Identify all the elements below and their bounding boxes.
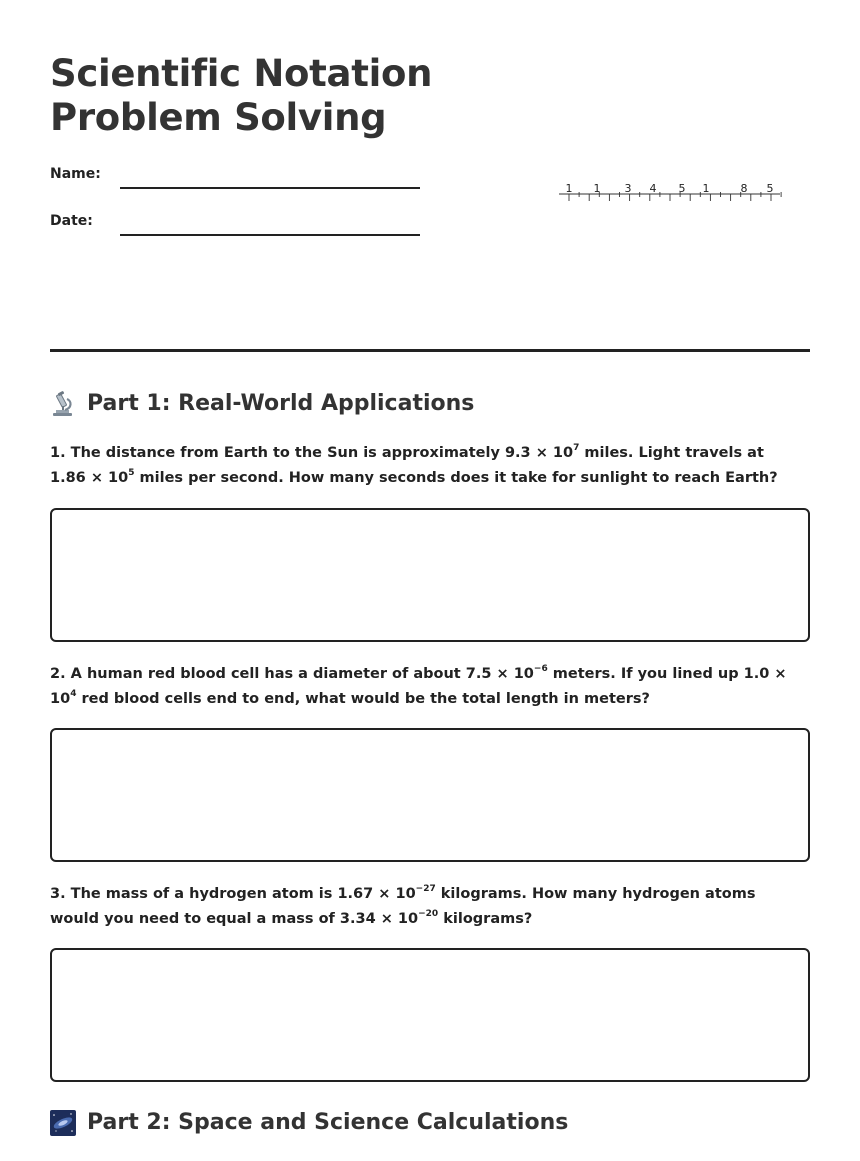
ruler-digit: 3: [624, 182, 632, 195]
ruler-digit: 5: [766, 182, 774, 195]
title-line-1: Scientific Notation: [50, 52, 433, 95]
date-label: Date:: [50, 213, 93, 229]
question-3-number: 3.: [50, 886, 66, 902]
microscope-icon: [50, 391, 76, 417]
question-2: [50, 662, 790, 712]
ruler-digit: 1: [565, 182, 573, 195]
question-1-exponent-b: 5: [128, 468, 135, 479]
ruler-digit: 8: [740, 182, 748, 195]
part1-heading-text: Part 1: Real-World Applications: [87, 391, 475, 416]
question-3-text-a: The mass of a hydrogen atom is 1.67 × 10: [70, 886, 416, 902]
question-2-number: 2.: [50, 666, 66, 682]
name-field[interactable]: [120, 187, 420, 189]
question-1-text-a: The distance from Earth to the Sun is approximately 9.3 × 10: [70, 445, 574, 461]
galaxy-icon: [50, 1110, 76, 1136]
page-title: [50, 52, 432, 140]
question-2-text-a: A human red blood cell has a diameter of about 7.5 × 10: [70, 666, 534, 682]
question-1-text-c: miles per second. How many seconds does it take for sunlight to reach Earth?: [134, 470, 778, 486]
question-2-exponent-a: −6: [533, 664, 548, 675]
answer-box-1[interactable]: [50, 508, 810, 642]
question-2-exponent-b: 4: [70, 689, 77, 700]
question-1-text-b: miles. Light travels at 1.86 × 10: [50, 445, 764, 486]
question-3-text-b: kilograms. How many hydrogen atoms would you need to equal a mass of 3.34 × 10: [50, 886, 756, 927]
part2-heading: [50, 1108, 568, 1138]
question-3-exponent-a: −27: [415, 884, 436, 895]
question-2-text-b: meters. If you lined up 1.0 × 10: [50, 666, 787, 707]
answer-box-2[interactable]: [50, 728, 810, 862]
ruler-digit: 1: [593, 182, 601, 195]
header-divider: [50, 349, 810, 352]
title-line-2: Problem Solving: [50, 96, 387, 139]
part2-heading-text: Part 2: Space and Science Calculations: [87, 1110, 569, 1135]
question-3-text-c: kilograms?: [438, 911, 533, 927]
ruler-digit: 5: [678, 182, 686, 195]
question-2-text-c: red blood cells end to end, what would be the total length in meters?: [76, 691, 650, 707]
number-line-ruler: [557, 180, 782, 204]
name-label: Name:: [50, 166, 101, 182]
question-1: [50, 441, 790, 491]
part1-heading: [50, 389, 474, 419]
question-3: [50, 882, 790, 932]
ruler-digit: 4: [649, 182, 657, 195]
question-1-exponent-a: 7: [573, 443, 580, 454]
question-3-exponent-b: −20: [418, 909, 439, 920]
date-field[interactable]: [120, 234, 420, 236]
ruler-digit: 1: [702, 182, 710, 195]
question-1-number: 1.: [50, 445, 66, 461]
answer-box-3[interactable]: [50, 948, 810, 1082]
